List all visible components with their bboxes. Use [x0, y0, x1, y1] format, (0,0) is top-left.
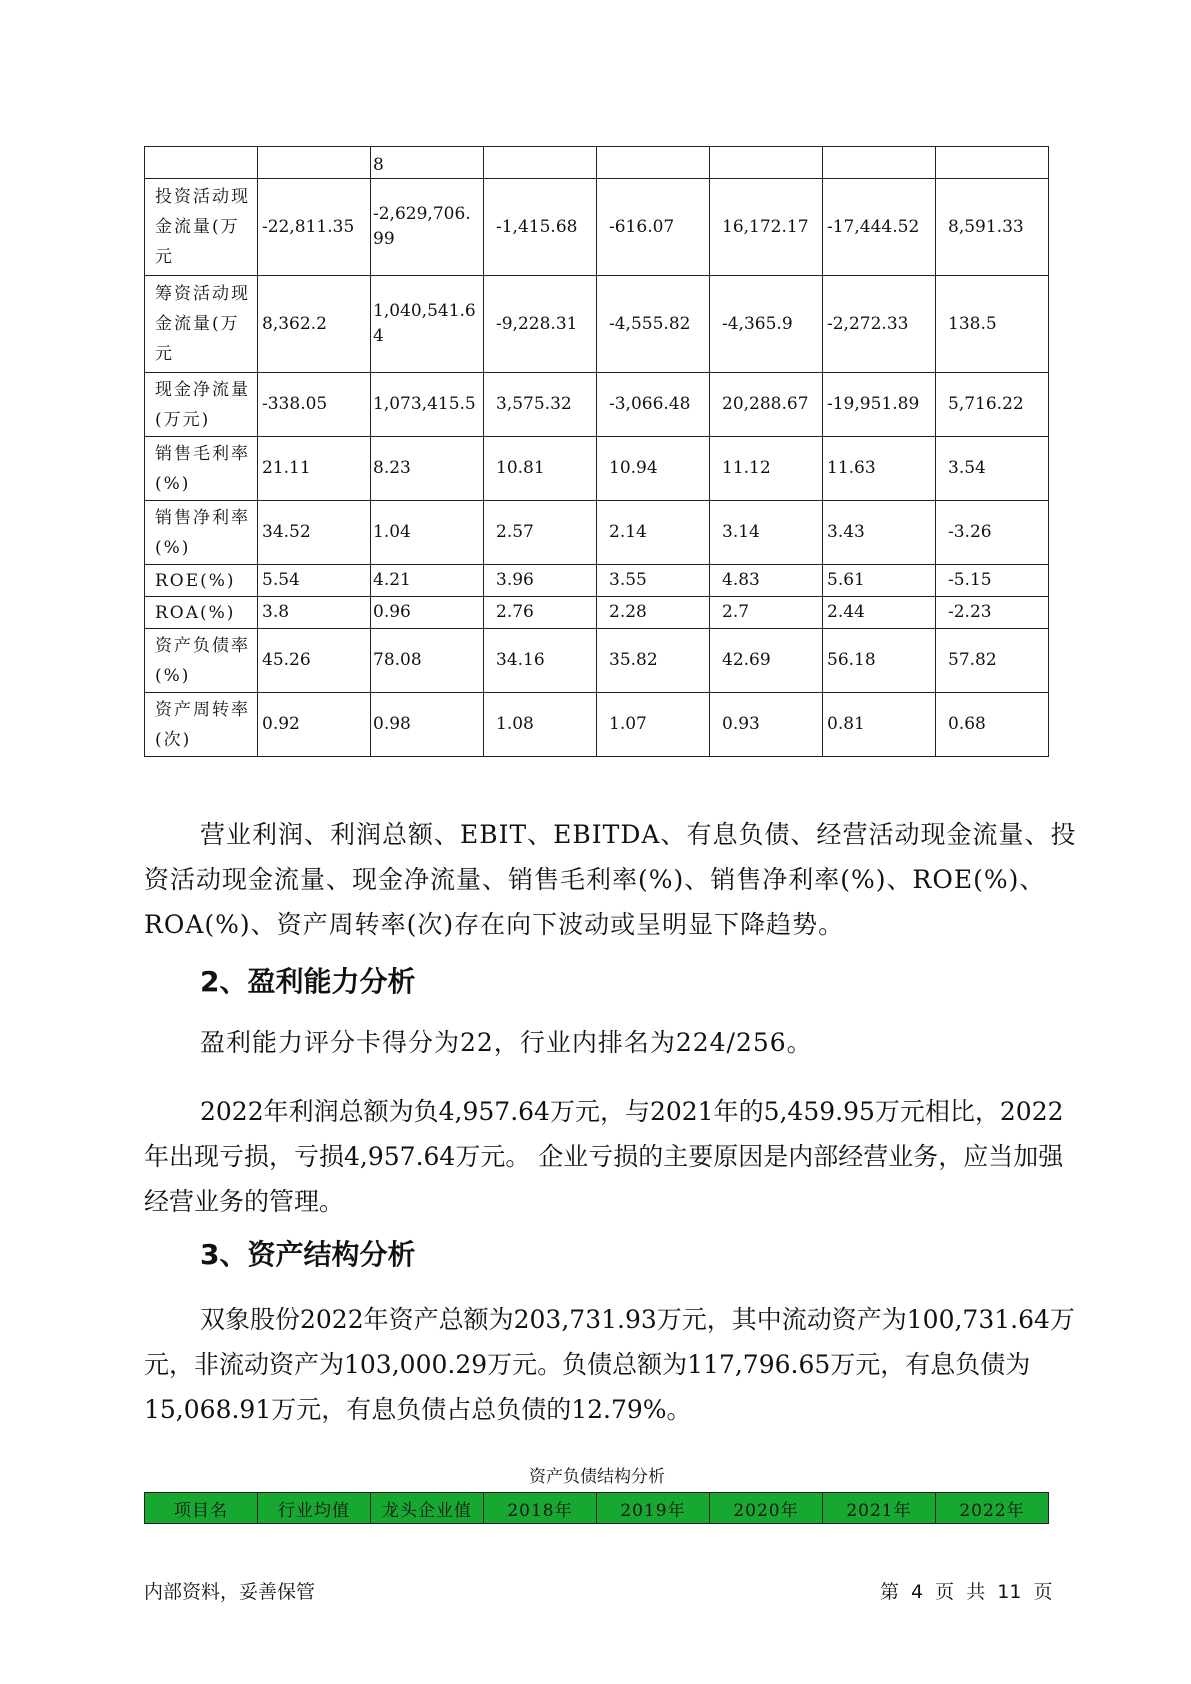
value-cell: 138.5	[936, 276, 1049, 373]
value-cell: 5,716.22	[936, 373, 1049, 437]
value-cell: 57.82	[936, 629, 1049, 693]
header-cell: 项目名	[145, 1493, 258, 1524]
value-cell: 56.18	[823, 629, 936, 693]
value-cell: -19,951.89	[823, 373, 936, 437]
table-header-row	[145, 1493, 1049, 1524]
value-cell: 78.08	[371, 629, 484, 693]
table-row	[145, 437, 1049, 501]
value-cell: 10.81	[484, 437, 597, 501]
value-cell: 4.83	[710, 565, 823, 597]
value-cell: -22,811.35	[258, 179, 371, 276]
financial-metrics-table	[144, 146, 1049, 757]
value-cell: 2.44	[823, 597, 936, 629]
value-cell: -2,629,706.99	[371, 179, 484, 276]
value-cell: -3,066.48	[597, 373, 710, 437]
value-cell: -1,415.68	[484, 179, 597, 276]
row-label: 资产周转率(次)	[145, 693, 258, 757]
row-label: 投资活动现金流量(万元	[145, 179, 258, 276]
value-cell: 20,288.67	[710, 373, 823, 437]
value-cell: -616.07	[597, 179, 710, 276]
value-cell: 5.54	[258, 565, 371, 597]
table-caption: 资产负债结构分析	[529, 1467, 665, 1487]
row-label: 资产负债率(%)	[145, 629, 258, 693]
value-cell: 11.63	[823, 437, 936, 501]
table-row	[145, 629, 1049, 693]
value-cell: 8,362.2	[258, 276, 371, 373]
header-cell: 行业均值	[258, 1493, 371, 1524]
value-cell: 0.96	[371, 597, 484, 629]
value-cell: 1.08	[484, 693, 597, 757]
value-cell: 0.81	[823, 693, 936, 757]
row-label: 现金净流量(万元)	[145, 373, 258, 437]
asset-structure-paragraph: 双象股份2022年资产总额为203,731.93万元，其中流动资产为100,731.64万元，非流动资产为103,000.29万元。负债总额为117,796.65万元，有息负债为15,068.91万元，有息负债占总负债的12.79%。	[144, 1305, 1075, 1424]
header-cell: 2021年	[823, 1493, 936, 1524]
header-cell: 2019年	[597, 1493, 710, 1524]
value-cell: -2.23	[936, 597, 1049, 629]
header-cell: 2018年	[484, 1493, 597, 1524]
value-cell: 3.14	[710, 501, 823, 565]
value-cell: 2.7	[710, 597, 823, 629]
trend-paragraph: 营业利润、利润总额、EBIT、EBITDA、有息负债、经营活动现金流量、投资活动现金流量、现金净流量、销售毛利率(%)、销售净利率(%)、ROE(%)、ROA(%)、资产周转率(次)存在向下波动或呈明显下降趋势。	[144, 820, 1077, 939]
table-row	[145, 276, 1049, 373]
table-row	[145, 501, 1049, 565]
value-cell: 35.82	[597, 629, 710, 693]
profitability-paragraph-1: 盈利能力评分卡得分为22，行业内排名为224/256。	[200, 1028, 813, 1057]
header-cell: 2020年	[710, 1493, 823, 1524]
value-cell: 2.57	[484, 501, 597, 565]
value-cell: 8.23	[371, 437, 484, 501]
value-cell: 0.93	[710, 693, 823, 757]
value-cell: 2.76	[484, 597, 597, 629]
value-cell: 3.55	[597, 565, 710, 597]
value-cell: 3.96	[484, 565, 597, 597]
table-row	[145, 693, 1049, 757]
value-cell: -3.26	[936, 501, 1049, 565]
table-row	[145, 179, 1049, 276]
value-cell: 0.98	[371, 693, 484, 757]
value-cell: 0.68	[936, 693, 1049, 757]
continued-cell: 8	[371, 147, 484, 179]
section-heading-profitability: 2、盈利能力分析	[200, 965, 416, 998]
value-cell: 3.43	[823, 501, 936, 565]
footer-page-number: 第 4 页 共 11 页	[880, 1581, 1053, 1603]
value-cell: 1,073,415.5	[371, 373, 484, 437]
value-cell: -4,555.82	[597, 276, 710, 373]
value-cell: 8,591.33	[936, 179, 1049, 276]
value-cell: 34.52	[258, 501, 371, 565]
value-cell: 11.12	[710, 437, 823, 501]
row-label: 销售毛利率(%)	[145, 437, 258, 501]
value-cell: -4,365.9	[710, 276, 823, 373]
value-cell: 1,040,541.64	[371, 276, 484, 373]
value-cell: 42.69	[710, 629, 823, 693]
value-cell: -2,272.33	[823, 276, 936, 373]
row-label: ROA(%)	[145, 597, 258, 629]
value-cell: 3.54	[936, 437, 1049, 501]
value-cell: 3.8	[258, 597, 371, 629]
header-cell: 2022年	[936, 1493, 1049, 1524]
row-label: ROE(%)	[145, 565, 258, 597]
value-cell: 10.94	[597, 437, 710, 501]
value-cell: 0.92	[258, 693, 371, 757]
value-cell: 5.61	[823, 565, 936, 597]
value-cell: 3,575.32	[484, 373, 597, 437]
value-cell: 34.16	[484, 629, 597, 693]
header-cell: 龙头企业值	[371, 1493, 484, 1524]
value-cell: 1.04	[371, 501, 484, 565]
table-row	[145, 373, 1049, 437]
value-cell: 21.11	[258, 437, 371, 501]
asset-liability-structure-table	[144, 1492, 1049, 1524]
value-cell: 2.28	[597, 597, 710, 629]
value-cell: 4.21	[371, 565, 484, 597]
section-heading-asset-structure: 3、资产结构分析	[200, 1238, 416, 1271]
footer-confidential-note: 内部资料，妥善保管	[144, 1581, 316, 1603]
value-cell: 1.07	[597, 693, 710, 757]
table-row-continued	[145, 147, 1049, 179]
row-label: 销售净利率(%)	[145, 501, 258, 565]
value-cell: 2.14	[597, 501, 710, 565]
value-cell: -5.15	[936, 565, 1049, 597]
value-cell: -338.05	[258, 373, 371, 437]
table-row	[145, 565, 1049, 597]
value-cell: 45.26	[258, 629, 371, 693]
row-label: 筹资活动现金流量(万元	[145, 276, 258, 373]
value-cell: -17,444.52	[823, 179, 936, 276]
table-row	[145, 597, 1049, 629]
value-cell: -9,228.31	[484, 276, 597, 373]
profitability-paragraph-2: 2022年利润总额为负4,957.64万元，与2021年的5,459.95万元相比，2022年出现亏损，亏损4,957.64万元。 企业亏损的主要原因是内部经营业务，应当加强经营业务的管理。	[144, 1097, 1064, 1216]
value-cell: 16,172.17	[710, 179, 823, 276]
